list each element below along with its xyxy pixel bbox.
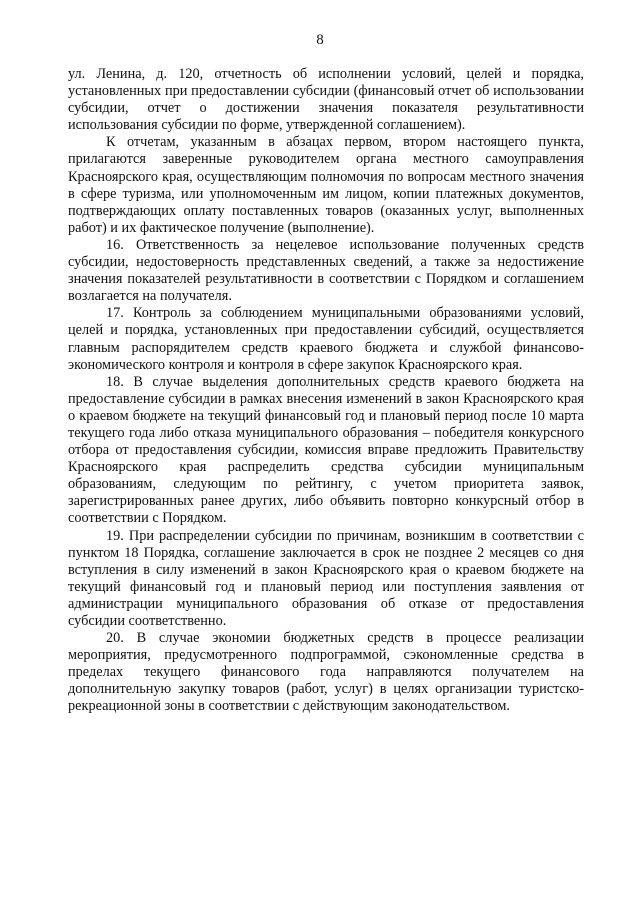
paragraph-reports-attachments: К отчетам, указанным в абзацах первом, втором настоящего пункта, прилагаются заверенные руководителем органа местного самоуправления Красноярского края, осуществляющим полномочия по вопросам местного значения в сфере туризма, или уполномоченным им лицом, копии платежных документов, подтверждающих оплату поставленных товаров (оказанных услуг, выполненных работ) и их фактическое получение (выполнение). — [68, 134, 584, 236]
paragraph-continuation: ул. Ленина, д. 120, отчетность об исполнении условий, целей и порядка, установленных при предоставлении субсидии (финансовый отчет об использовании субсидии, отчет о достижении значения показателя результативности использования субсидии по форме, утвержденной соглашением). — [68, 66, 584, 134]
paragraph-17: 17. Контроль за соблюдением муниципальными образованиями условий, целей и порядка, установленных при предоставлении субсидий, осуществляется главным распорядителем средств краевого бюджета и службой финансово-экономического контроля и контроля в сфере закупок Красноярского края. — [68, 305, 584, 373]
document-body — [68, 66, 584, 716]
paragraph-20: 20. В случае экономии бюджетных средств в процессе реализации мероприятия, предусмотренного подпрограммой, сэкономленные средства в пределах текущего финансового года направляются получателем на дополнительную закупку товаров (работ, услуг) в целях организации туристско-рекреационной зоны в соответствии с действующим законодательством. — [68, 630, 584, 715]
paragraph-19: 19. При распределении субсидии по причинам, возникшим в соответствии с пунктом 18 Порядка, соглашение заключается в срок не позднее 2 месяцев со дня вступления в силу изменений в закон Красноярского края о краевом бюджете на текущий финансовый год и плановый период или поступления заявления от администрации муниципального образования об отказе от предоставления субсидии соответственно. — [68, 527, 584, 629]
paragraph-18: 18. В случае выделения дополнительных средств краевого бюджета на предоставление субсидии в рамках внесения изменений в закон Красноярского края о краевом бюджете на текущий финансовый год и плановый период после 10 марта текущего года либо отказа муниципального образования – победителя конкурсного отбора от предоставления субсидии, комиссия вправе предложить Правительству Красноярского края распределить средства субсидии муниципальным образованиям, следующим по рейтингу, с учетом приоритета заявок, зарегистрированных ранее других, либо объявить повторно конкурсный отбор в соответствии с Порядком. — [68, 373, 584, 527]
page-number: 8 — [316, 32, 324, 48]
paragraph-16: 16. Ответственность за нецелевое использование полученных средств субсидии, недостоверность представленных сведений, а также за недостижение значения показателей результативности в соответствии с Порядком и соглашением возлагается на получателя. — [68, 236, 584, 305]
